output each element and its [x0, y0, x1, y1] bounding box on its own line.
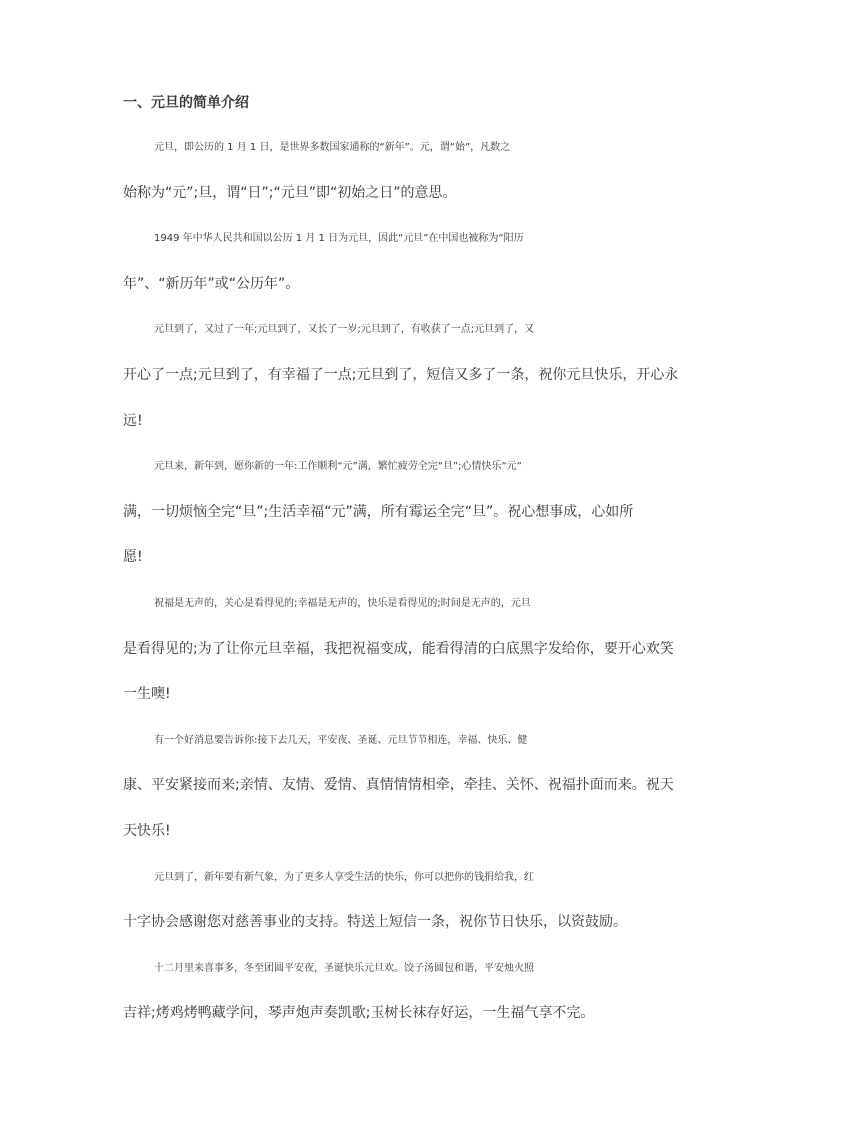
- paragraph-line: 祝福是无声的，关心是看得见的;幸福是无声的，快乐是看得见的;时间是无声的，元旦: [154, 597, 531, 609]
- paragraph-line: 年”、“新历年”或“公历年”。: [123, 275, 300, 292]
- paragraph-line: 元旦到了，新年要有新气象，为了更多人享受生活的快乐，你可以把你的钱捐给我，红: [154, 871, 534, 883]
- paragraph: [123, 216, 733, 307]
- paragraph-line: 满，一切烦恼全完“旦”;生活幸福“元”满，所有霉运全完“旦”。祝心想事成，心如所: [123, 503, 634, 520]
- paragraph: [123, 718, 733, 855]
- paragraph-line: 是看得见的;为了让你元旦幸福，我把祝福变成，能看得清的白底黑字发给你，要开心欢笑: [123, 640, 674, 657]
- paragraph-line: 一生噢!: [123, 686, 171, 703]
- paragraph-line: 元旦到了，又过了一年;元旦到了，又长了一岁;元旦到了，有收获了一点;元旦到了，又: [154, 324, 535, 336]
- paragraph-line: 始称为“元”;旦，谓“日”;“元旦”即“初始之日”的意思。: [123, 184, 457, 201]
- paragraph: [123, 581, 733, 718]
- paragraph-line: 康、平安紧接而来;亲情、友情、爱情、真情情情相牵，牵挂、关怀、祝福扑面而来。祝天: [123, 777, 674, 794]
- paragraph-line: 开心了一点;元旦到了，有幸福了一点;元旦到了，短信又多了一条，祝你元旦快乐，开心永: [123, 366, 679, 383]
- paragraph: [123, 946, 733, 1037]
- paragraph-line: 元旦来，新年到，愿你新的一年:工作顺利“元”满，繁忙疲劳全完“旦”;心情快乐“元”: [154, 461, 522, 473]
- paragraph-line: 元旦，即公历的 1 月 1 日，是世界多数国家通称的“新年”。元，谓“始”，凡数之: [154, 142, 511, 153]
- paragraph-line: 远!: [123, 412, 143, 429]
- paragraph: [123, 444, 733, 581]
- paragraph: [123, 307, 733, 444]
- paragraph-line: 吉祥;烤鸡烤鸭藏学问，琴声炮声奏凯歌;玉树长袜存好运，一生福气享不完。: [123, 1005, 595, 1022]
- section-heading: 一、元旦的简单介绍: [123, 95, 249, 111]
- paragraph: [123, 125, 733, 216]
- paragraph: [123, 855, 733, 946]
- paragraph-line: 1949 年中华人民共和国以公历 1 月 1 日为元旦，因此“元旦”在中国也被称为“阳历: [154, 233, 524, 245]
- paragraph-line: 天快乐!: [123, 822, 171, 839]
- paragraph-line: 十二月里来喜事多，冬至团圆平安夜，圣诞快乐元旦欢。饺子汤圆包和谐，平安烛火照: [154, 962, 534, 974]
- document-body: [123, 125, 733, 1037]
- paragraph-line: 有一个好消息要告诉你:接下去几天，平安夜、圣诞、元旦节节相连，幸福、快乐、健: [154, 734, 528, 746]
- paragraph-line: 愿!: [123, 549, 143, 566]
- paragraph-line: 十字协会感谢您对慈善事业的支持。特送上短信一条，祝你节日快乐，以资鼓励。: [123, 914, 627, 931]
